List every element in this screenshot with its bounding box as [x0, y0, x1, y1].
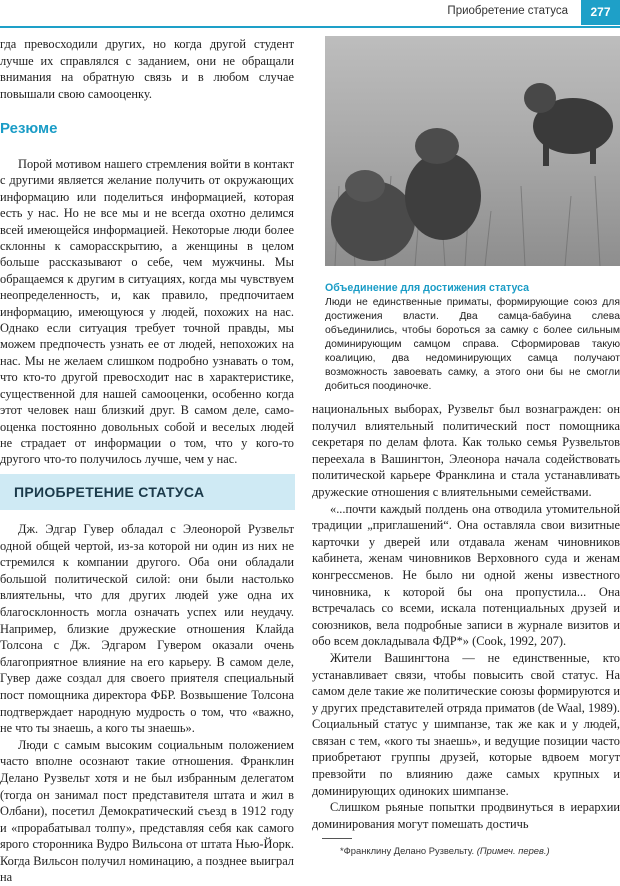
- footnote-text: *Франклину Делано Рузвельту.: [340, 845, 475, 856]
- footnote-note: (Примеч. перев.): [476, 845, 550, 856]
- intro-text: гда превосходили других, но когда другой студент лучше их справлялся с заданием, они не обращали внимания на обратную связь и в любом случае повышали свою самооценку.: [0, 37, 294, 101]
- summary-text: Порой мотивом нашего стремления войти в контакт с другими является желание получить от окружающих информацию или поделиться информацией, которая есть у нас. Но не все мы и не всегда охотно делимся всей имеющейся информацией. Некоторые люди более склонны к саморасскрытию, а женщины в целом больше рассказывают о себе, чем мужчины. Мы обращаемся к другим в ситуациях, когда мы чувствуем неопределенность, и, как правило, предпочитаем информацию, имеющуюся у людей, похожих на нас. Однако если ситуация требует точной правды, мы можем предпочесть узнать ее от людей, непохожих на нас. Мы не желаем слишком подробно узнавать о том, что кто-то другой превосходит нас в характеристике, существенной для нашей самооценки, особенно когда этот человек наш близкий друг. В самом деле, самооценка постоянно довольных собой и веселых людей не страдает от информации о том, что у кого-то другого что-то получилось лучше, чем у нас.: [0, 157, 294, 467]
- right-paragraph-3: Слишком рьяные попытки продвинуться в иерархии доминирования могут помешать достичь: [312, 800, 620, 831]
- figure-caption-title: Объединение для достижения статуса: [325, 282, 530, 294]
- running-head: Приобретение статуса: [447, 5, 568, 17]
- summary-heading: Резюме: [0, 120, 58, 137]
- footnote-rule: [322, 838, 352, 839]
- figure-caption: Люди не единственные приматы, формирующие союз для достижения власти. Два самца-бабуина слева объединились, чтобы бороться за самку с более сильным доминирующим самцом справа. Сформировав такую коалицию, два недоминирующих самца получают возможность завоевать самку, а этого они бы не смогли добиться поодиночке.: [325, 297, 620, 392]
- section-paragraph-2: Люди с самым высоким социальным положением часто вполне осознают такие отношения. Франклин Делано Рузвельт хотя и не был избранным делегатом (тогда он занимал пост представителя штата и жил в Олбани), посетил Демократический съезд в 1912 году и «прорабатывал толпу», представляя себя как самого ярого сторонника Вудро Вильсона от штата Нью-Йорк. Когда Вильсон получил номинацию, а позднее выиграл на: [0, 737, 294, 885]
- section-paragraph-1: Дж. Эдгар Гувер обладал с Элеонорой Рузвельт одной общей чертой, из-за которой ни один из них не стремился к компании другого. Оба они обладали большой политической силой: они были настолько влиятельны, что для других людей уже одна их благосклонность могла означать успех или неудачу. Например, близкие дружеские отношения Клайда Толсона с Дж. Эдгаром Гувером оказали очень благоприятное влияние на его карьеру. В самом деле, Гувер даже создал для своего приятеля специальный пост помощника директора ФБР. Возвышение Толсона подтверждает народную мудрость о том, что «важно, не что ты знаешь, а кого ты знаешь».: [0, 522, 294, 736]
- baboon-photo: [325, 36, 620, 266]
- right-paragraph-2: Жители Вашингтона — не единственные, кто устанавливает связи, чтобы повысить свой статус. На самом деле такие же политические союзы формируются и у других представителей отряда приматов (de Waal, 1989). Социальный статус у шимпанзе, так же как и у людей, связан с тем, «кого ты знаешь», и ведущие позиции часто приобретают группы друзей, которые вдвоем могут превзойти по влиянию даже самых крупных и доминирующих одиноких шимпанзе.: [312, 650, 620, 798]
- summary-block: [0, 156, 294, 468]
- page-number: 277: [581, 0, 620, 25]
- footnote: [340, 845, 550, 856]
- right-quote: «...почти каждый полдень она отводила утомительной традиции „приглашений“. Она оставляла свои визитные карточки у дверей или отдавала женам чиновников кабинета, женам чиновников Верховного суда и женам конгрессменов. Не было ни одной жены известного чиновника, к которой бы она пропустила... Она встречалась со всеми, искала потенциальных друзей и союзников, вела подробные записи в журнале визитов и обо всем докладывала ФДР*» (Cook, 1992, 207).: [312, 501, 620, 649]
- section-title: ПРИОБРЕТЕНИЕ СТАТУСА: [14, 484, 205, 500]
- section-body: [0, 521, 294, 886]
- right-column: [312, 401, 620, 832]
- intro-paragraph: [0, 36, 294, 102]
- header-rule: [0, 26, 620, 28]
- right-paragraph-1: национальных выборах, Рузвельт был вознагражден: он получил влиятельный политический пост помощника секретаря по делам флота. Как только семья Рузвельтов переехала в Вашингтон, Элеонора начала содействовать политической карьере Франклина и стала устанавливать дружеские отношения с влиятельными семействами.: [312, 402, 620, 499]
